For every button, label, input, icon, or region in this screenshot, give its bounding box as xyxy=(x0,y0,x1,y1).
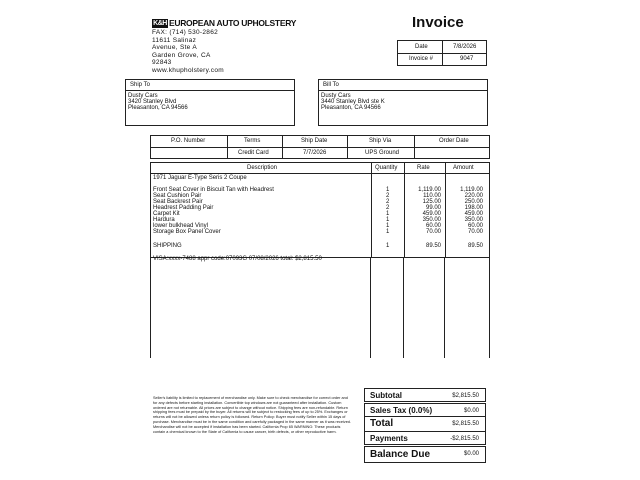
address-line: FAX: (714) 530-2862 xyxy=(152,29,219,36)
item-amount: 220.00 xyxy=(464,193,483,199)
invoice-meta-table xyxy=(397,40,487,66)
item-quantity: 1 xyxy=(386,187,390,193)
total-label: Total xyxy=(370,418,394,429)
shipping-rate: 89.50 xyxy=(425,243,441,249)
invoice-number-label: Invoice # xyxy=(409,56,434,62)
ship-to-line: Dusty Cars xyxy=(128,93,158,99)
rate-header: Rate xyxy=(417,165,430,171)
terms-header: Terms xyxy=(244,138,261,144)
bill-to-line: Dusty Cars xyxy=(321,93,351,99)
item-rate: 60.00 xyxy=(425,223,441,229)
subtotal-label: Subtotal xyxy=(370,391,402,400)
item-rate: 110.00 xyxy=(423,193,441,199)
item-description: lower bulkhead Vinyl xyxy=(153,223,208,229)
item-amount: 70.00 xyxy=(467,229,483,235)
item-amount: 198.00 xyxy=(464,205,483,211)
vehicle-description: 1971 Jaguar E-Type Seris 2 Coupe xyxy=(153,175,247,181)
ship-date-value: 7/7/2026 xyxy=(303,150,327,156)
address-line: Garden Grove, CA xyxy=(152,51,211,59)
shipping-quantity: 1 xyxy=(386,243,390,249)
terms-value: Credit Card xyxy=(238,150,269,156)
logo-mark: K&H xyxy=(153,19,167,27)
item-amount: 459.00 xyxy=(464,211,483,217)
sales-tax-box xyxy=(364,403,486,417)
subtotal-box xyxy=(364,388,486,402)
invoice-title: Invoice xyxy=(412,14,464,31)
item-quantity: 2 xyxy=(386,205,390,211)
ship-to-line: Pleasanton, CA 94566 xyxy=(128,105,188,111)
bill-to-box xyxy=(318,79,488,126)
sales-tax-value: $0.00 xyxy=(463,408,479,414)
bill-to-line: 3440 Stanley Blvd ste K xyxy=(321,99,385,105)
item-amount: 250.00 xyxy=(464,199,483,205)
order-info-table xyxy=(150,135,490,159)
item-amount: 350.00 xyxy=(464,217,483,223)
ship-via-header: Ship Via xyxy=(369,138,392,144)
payments-value: -$2,815.50 xyxy=(450,436,479,442)
ship-to-label: Ship To xyxy=(130,82,150,88)
sales-tax-label: Sales Tax (0.0%) xyxy=(370,406,433,415)
company-address xyxy=(152,29,224,75)
item-description: Hardura xyxy=(153,217,175,223)
amount-header: Amount xyxy=(453,165,474,171)
address-line: 92843 xyxy=(152,59,172,67)
date-label: Date xyxy=(415,44,428,50)
ship-via-value: UPS Ground xyxy=(365,150,400,156)
item-quantity: 1 xyxy=(386,211,390,217)
balance-due-value: $0.00 xyxy=(463,451,479,457)
item-amount: 1,119.00 xyxy=(460,187,483,193)
terms-and-conditions: Seller's liability is limited to replacement of merchandise only. Make sure to check merchandise for correct order and for any defects before starting installation. Convertible top windows are not guaranteed after installation. Custom ordered are not returnable. All prices are subject to change without notice. Shipping fees are non-refundable. Return shipping fees must be prepaid by the buyer. All returns will be subject to restocking fees of up to 25%. Exchanges or returns will not be allowed unless return policy is followed. Return Policy: Buyer must notify Seller within 15 days of purchase. Merchandise must be in the same condition and carefully packaged in the same manner as it was received. Merchandise will not be accepted if installation has been started. California Prop 65 WARNING: These products contain a chemical known to the State of California to cause cancer, birth defects, or other reproductive harm. xyxy=(153,396,351,434)
total-value: $2,815.50 xyxy=(452,421,479,427)
total-box xyxy=(364,416,486,432)
item-description: Headrest Padding Pair xyxy=(153,205,214,211)
quantity-header: Quantity xyxy=(375,165,398,171)
item-description: Storage Box Panel Cover xyxy=(153,229,221,235)
shipping-description: SHIPPING xyxy=(153,243,182,249)
item-rate: 350.00 xyxy=(422,217,441,223)
address-line: 11611 Salinaz xyxy=(152,36,197,44)
item-description: Seat Backrest Pair xyxy=(153,199,203,205)
item-quantity: 1 xyxy=(386,217,390,223)
item-rate: 459.00 xyxy=(422,211,441,217)
item-rate: 99.00 xyxy=(425,205,441,211)
item-description: Front Seat Cover in Biscuit Tan with Headrest xyxy=(153,187,274,193)
invoice-date: 7/8/2026 xyxy=(453,44,477,50)
payments-box xyxy=(364,431,486,445)
balance-due-box xyxy=(364,446,486,463)
item-description: Carpet Kit xyxy=(153,211,180,217)
item-quantity: 2 xyxy=(386,193,390,199)
item-amount: 60.00 xyxy=(467,223,483,229)
description-header: Description xyxy=(247,165,278,171)
subtotal-value: $2,815.50 xyxy=(452,393,479,399)
item-quantity: 2 xyxy=(386,199,390,205)
address-line: Avenue, Ste A xyxy=(152,44,197,52)
bill-to-line: Pleasanton, CA 94566 xyxy=(321,105,381,111)
item-quantity: 1 xyxy=(386,223,390,229)
order-date-header: Order Date xyxy=(439,138,469,144)
company-name: EUROPEAN AUTO UPHOLSTERY xyxy=(169,18,297,28)
address-line: www.khupholstery.com xyxy=(152,66,224,74)
bill-to-label: Bill To xyxy=(323,82,339,88)
po-number-header: P.O. Number xyxy=(171,138,206,144)
item-rate: 70.00 xyxy=(425,229,441,235)
item-rate: 125.00 xyxy=(422,199,441,205)
shipping-amount: 89.50 xyxy=(467,243,483,249)
company-logo xyxy=(152,18,296,28)
item-description: Seat Cushion Pair xyxy=(153,193,202,199)
payments-label: Payments xyxy=(370,434,408,443)
invoice-number: 9047 xyxy=(460,56,474,62)
item-rate: 1,119.00 xyxy=(418,187,441,193)
item-quantity: 1 xyxy=(386,229,390,235)
ship-date-header: Ship Date xyxy=(301,138,328,144)
payment-note: VISA:xxxx-7488 appr code:07093G 07/08/2026 total: $2,815.50 xyxy=(153,256,322,262)
line-items-table xyxy=(150,162,490,258)
balance-due-label: Balance Due xyxy=(370,449,431,460)
ship-to-box xyxy=(125,79,295,126)
ship-to-line: 3420 Stanley Blvd xyxy=(128,99,177,105)
